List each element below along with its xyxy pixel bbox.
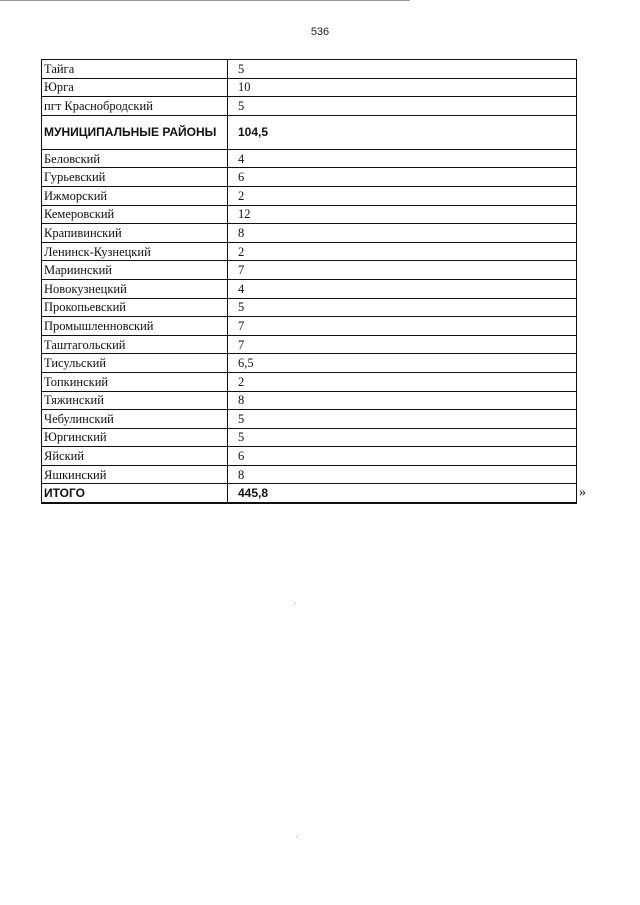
closing-quote-mark: » xyxy=(579,485,586,500)
row-value-cell: 5 xyxy=(228,97,577,116)
row-value-cell: 6 xyxy=(228,168,577,187)
table-row xyxy=(42,149,577,168)
row-value-cell: 4 xyxy=(228,279,577,298)
row-name-cell: Таштагольский xyxy=(42,335,228,354)
row-value-cell: 10 xyxy=(228,78,577,97)
allocation-table xyxy=(41,59,577,504)
scan-speck xyxy=(296,836,297,837)
table-row xyxy=(42,261,577,280)
row-name-cell: Кемеровский xyxy=(42,205,228,224)
table-row xyxy=(42,354,577,373)
row-value-cell: 8 xyxy=(228,224,577,243)
table-row xyxy=(42,298,577,317)
row-name-cell: Тяжинский xyxy=(42,391,228,410)
table-row xyxy=(42,317,577,336)
row-name-cell: Тисульский xyxy=(42,354,228,373)
table-row xyxy=(42,335,577,354)
row-name-cell: МУНИЦИПАЛЬНЫЕ РАЙОНЫ xyxy=(42,115,228,149)
row-value-cell: 8 xyxy=(228,465,577,484)
table-row xyxy=(42,465,577,484)
row-name-cell: Яйский xyxy=(42,447,228,466)
row-value-cell: 7 xyxy=(228,317,577,336)
row-value-cell: 2 xyxy=(228,372,577,391)
table-row xyxy=(42,391,577,410)
row-value-cell: 8 xyxy=(228,391,577,410)
row-value-cell: 6 xyxy=(228,447,577,466)
row-name-cell: Гурьевский xyxy=(42,168,228,187)
row-value-cell: 7 xyxy=(228,261,577,280)
table-row xyxy=(42,224,577,243)
row-name-cell: Тайга xyxy=(42,60,228,79)
row-value-cell: 5 xyxy=(228,60,577,79)
page-number: 536 xyxy=(310,26,330,38)
row-name-cell: Яшкинский xyxy=(42,465,228,484)
row-name-cell: Ленинск-Кузнецкий xyxy=(42,242,228,261)
row-name-cell: Прокопьевский xyxy=(42,298,228,317)
row-value-cell: 5 xyxy=(228,298,577,317)
table-row xyxy=(42,78,577,97)
row-value-cell: 5 xyxy=(228,410,577,429)
scan-speck xyxy=(295,603,296,604)
row-name-cell: Мариинский xyxy=(42,261,228,280)
table-body xyxy=(42,60,577,504)
table-row xyxy=(42,205,577,224)
table-row xyxy=(42,410,577,429)
row-value-cell: 6,5 xyxy=(228,354,577,373)
row-name-cell: Промышленновский xyxy=(42,317,228,336)
row-value-cell: 2 xyxy=(228,186,577,205)
row-value-cell: 5 xyxy=(228,428,577,447)
table-row xyxy=(42,168,577,187)
row-value-cell: 7 xyxy=(228,335,577,354)
row-value-cell: 12 xyxy=(228,205,577,224)
table-row xyxy=(42,484,577,503)
row-value-cell: 4 xyxy=(228,149,577,168)
row-name-cell: ИТОГО xyxy=(42,484,228,503)
table-row xyxy=(42,428,577,447)
table-row xyxy=(42,447,577,466)
table-row xyxy=(42,372,577,391)
table-row xyxy=(42,186,577,205)
row-value-cell: 445,8 xyxy=(228,484,577,503)
row-value-cell: 104,5 xyxy=(228,115,577,149)
table-row xyxy=(42,279,577,298)
row-name-cell: Беловский xyxy=(42,149,228,168)
top-edge-rule xyxy=(0,0,410,1)
row-name-cell: Ижморский xyxy=(42,186,228,205)
row-value-cell: 2 xyxy=(228,242,577,261)
table-row xyxy=(42,60,577,79)
table-row xyxy=(42,115,577,149)
row-name-cell: Крапивинский xyxy=(42,224,228,243)
row-name-cell: Топкинский xyxy=(42,372,228,391)
table-row xyxy=(42,242,577,261)
row-name-cell: Чебулинский xyxy=(42,410,228,429)
row-name-cell: Новокузнецкий xyxy=(42,279,228,298)
table-row xyxy=(42,97,577,116)
row-name-cell: Юрга xyxy=(42,78,228,97)
row-name-cell: пгт Краснобродский xyxy=(42,97,228,116)
row-name-cell: Юргинский xyxy=(42,428,228,447)
